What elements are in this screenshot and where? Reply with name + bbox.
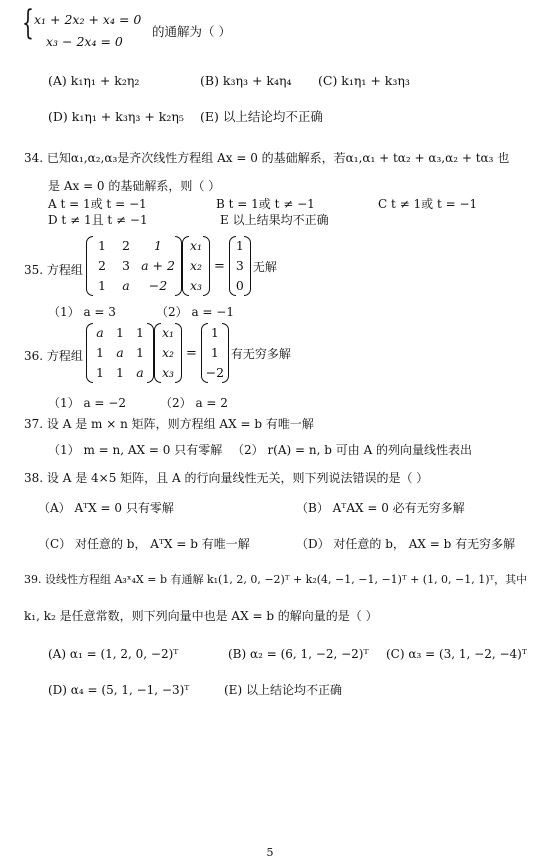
top-option-c: (C) k₁η₁ + k₃η₃ [318,73,410,88]
q36-option-2: （2） a = 2 [160,396,228,410]
q39-option-e: (E) 以上结论均不正确 [224,683,342,697]
q39-stem-line2: k₁, k₂ 是任意常数，则下列向量中也是 AX = b 的解向量的是（ ） [24,609,378,623]
top-option-a: (A) k₁η₁ + k₂η₂ [48,73,140,88]
q35-option-2: （2） a = −1 [156,305,234,319]
system-suffix: 的通解为（ ） [152,24,231,39]
top-option-b: (B) k₃η₃ + k₄η₄ [200,73,292,88]
q39-option-a: (A) α₁ = (1, 2, 0, −2)ᵀ [48,647,179,661]
page-number: 5 [266,846,274,859]
q38-option-d: （D） 对任意的 b， AX = b 有无穷多解 [296,537,516,551]
q38-stem: 38. 设 A 是 4×5 矩阵，且 A 的行向量线性无关，则下列说法错误的是（ ） [24,471,429,485]
q36-matrix-equation [86,323,291,383]
q34-option-d: D t ≠ 1且 t ≠ −1 [48,213,148,227]
system-equation-2: x₃ − 2x₄ = 0 [46,34,123,49]
top-option-e: (E) 以上结论均不正确 [200,109,323,124]
q36-option-1: （1） a = −2 [48,396,126,410]
top-option-d: (D) k₁η₁ + k₃η₃ + k₂η₅ [48,109,184,124]
q36-rhs-vector: 1 1 −2 [201,323,229,383]
q35-equals-sign: = [214,258,225,274]
system-equation-1: x₁ + 2x₂ + x₄ = 0 [34,12,142,27]
q35-option-1: （1） a = 3 [48,305,116,319]
q36-equals-sign: = [186,345,197,361]
q34-option-c: C t ≠ 1或 t = −1 [378,197,478,211]
q37-option-1: （1） m = n, AX = 0 只有零解 [48,443,223,457]
q35-matrix-equation [86,236,277,296]
q34-option-b: B t = 1或 t ≠ −1 [216,197,315,211]
q38-option-c: （C） 对任意的 b， AᵀX = b 有唯一解 [38,537,250,551]
system-brace: { [22,3,34,43]
q35-coefficient-matrix: 1 2 1 2 3 a + 2 1 a −2 [86,236,182,296]
q36-variable-vector: x₁ x₂ x₃ [154,323,182,383]
q35-suffix: 无解 [252,259,277,274]
q39-stem-line1: 39. 设线性方程组 A₃ˣ₄X = b 有通解 k₁(1, 2, 0, −2)ᵀ + k₂(4, −1, −1, −1)ᵀ + (1, 0, −1, 1)ᵀ，其中 [24,573,528,586]
q36-label: 36. 方程组 [24,349,83,363]
q35-variable-vector: x₁ x₂ x₃ [182,236,210,296]
q34-stem-line1: 34. 已知α₁,α₂,α₃是齐次线性方程组 Ax = 0 的基础解系，若α₁,α₁ + tα₂ + α₃,α₂ + tα₃ 也 [24,151,510,165]
q34-option-e: E 以上结果均不正确 [220,213,329,227]
q39-option-c: (C) α₃ = (3, 1, −2, −4)ᵀ [386,647,527,661]
q38-option-a: （A） AᵀX = 0 只有零解 [38,501,174,515]
q39-option-d: (D) α₄ = (5, 1, −1, −3)ᵀ [48,683,190,697]
q35-rhs-vector: 1 3 0 [229,236,251,296]
q35-label: 35. 方程组 [24,263,83,277]
q38-option-b: （B） AᵀAX = 0 必有无穷多解 [296,501,465,515]
q37-option-2: （2） r(A) = n, b 可由 A 的列向量线性表出 [232,443,473,457]
q36-suffix: 有无穷多解 [230,346,291,361]
q39-option-b: (B) α₂ = (6, 1, −2, −2)ᵀ [228,647,369,661]
q37-stem: 37. 设 A 是 m × n 矩阵，则方程组 AX = b 有唯一解 [24,417,314,431]
q34-option-a: A t = 1或 t = −1 [48,197,147,211]
q36-coefficient-matrix: a 1 1 1 a 1 1 1 a [86,323,154,383]
q34-stem-line2: 是 Ax = 0 的基础解系，则（ ） [48,179,221,193]
